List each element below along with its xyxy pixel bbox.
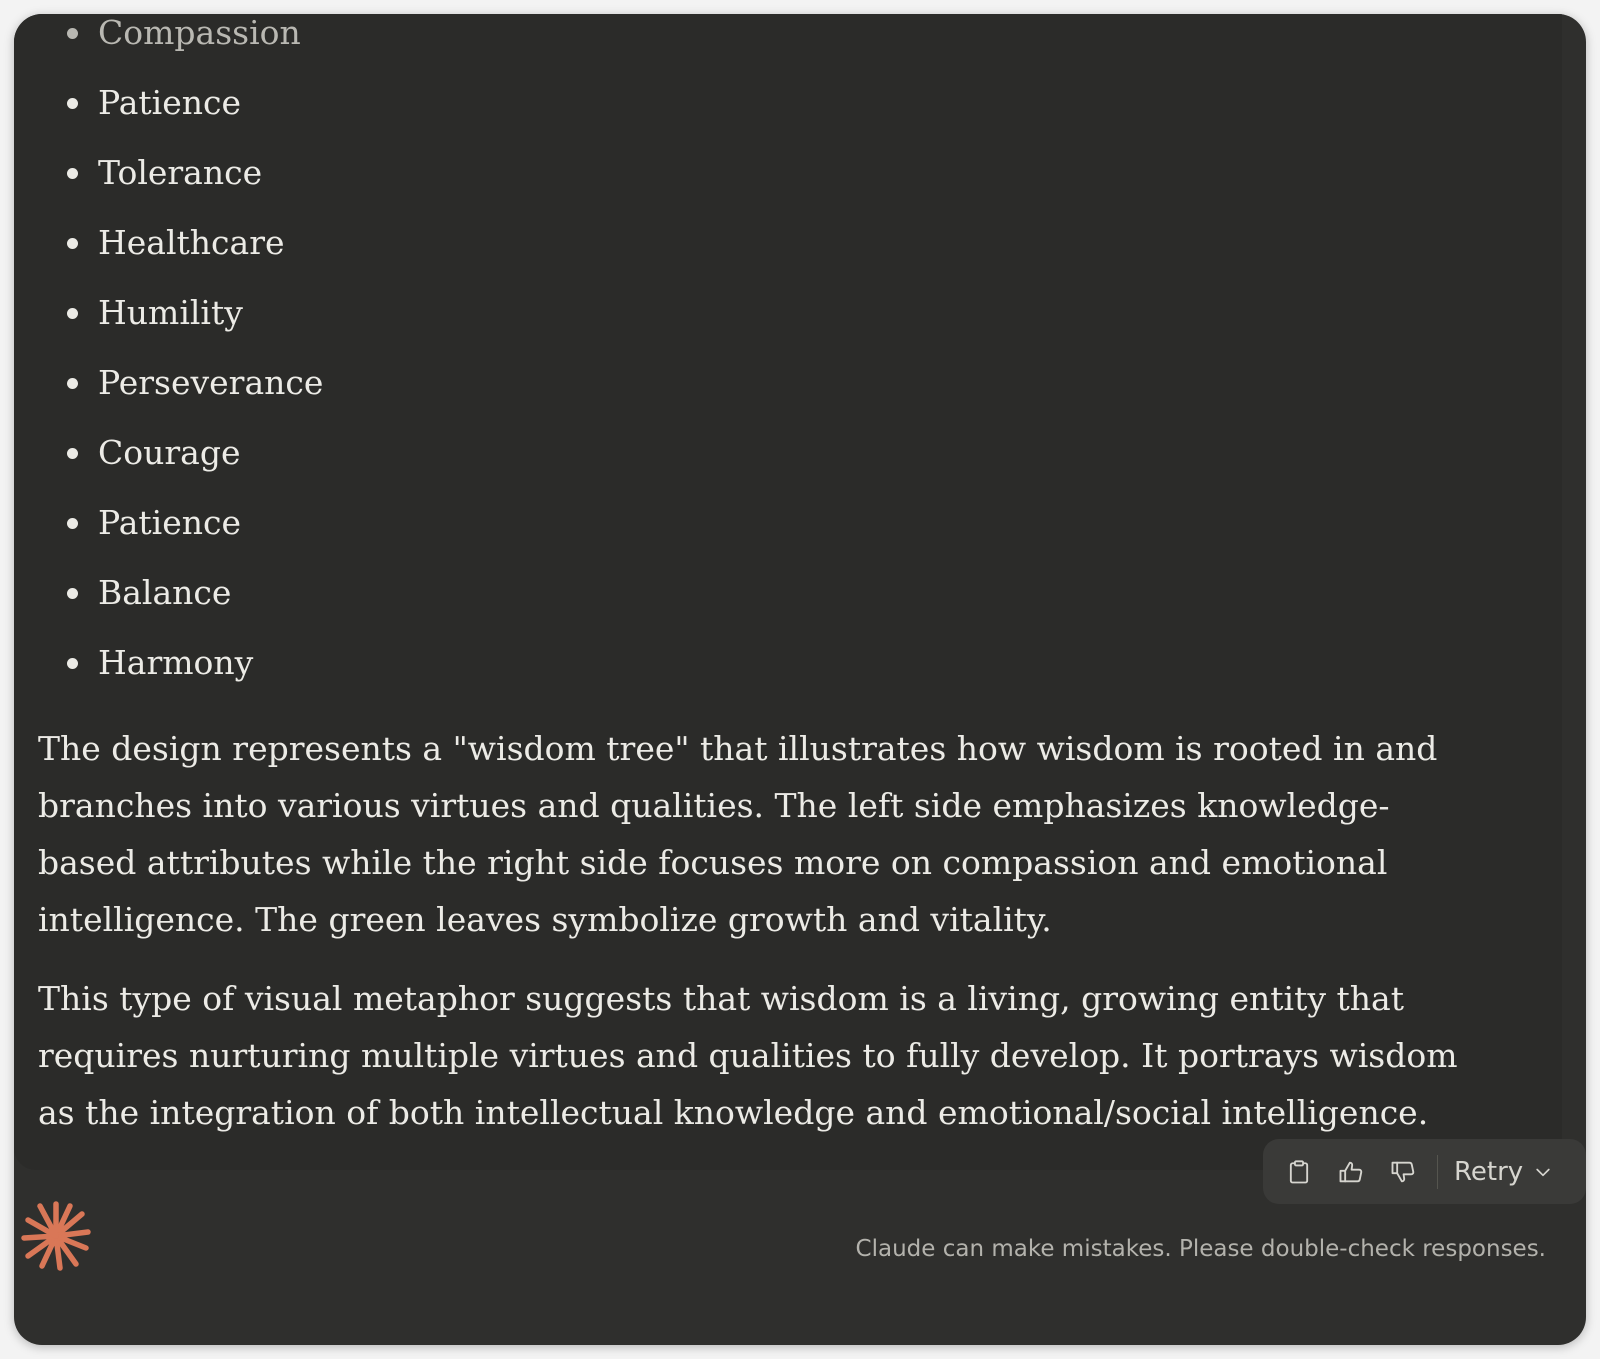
list-item bbox=[14, 74, 323, 144]
thumbs-up-button[interactable] bbox=[1325, 1148, 1377, 1196]
action-divider bbox=[1437, 1155, 1438, 1189]
list-item bbox=[14, 494, 323, 564]
list-item-text: Perseverance bbox=[98, 363, 324, 402]
chevron-down-icon bbox=[1533, 1162, 1553, 1182]
list-item-text: Courage bbox=[98, 433, 241, 472]
bullet bbox=[67, 168, 78, 179]
list-item bbox=[14, 564, 323, 634]
message-paragraph: This type of visual metaphor suggests that wisdom is a living, growing entity that requires nurturing multiple virtues and qualities to fully develop. It portrays wisdom as the integration of both intellectual knowledge and emotional/social intelligence. bbox=[38, 979, 1458, 1132]
bullet bbox=[67, 658, 78, 669]
bullet bbox=[67, 588, 78, 599]
list-item-text: Patience bbox=[98, 83, 242, 122]
thumbs-up-icon bbox=[1337, 1158, 1365, 1186]
list-item bbox=[14, 354, 323, 424]
assistant-message bbox=[14, 14, 1562, 1170]
list-item bbox=[14, 214, 323, 284]
copy-button[interactable] bbox=[1273, 1148, 1325, 1196]
list-item-text: Healthcare bbox=[98, 223, 285, 262]
bullet bbox=[67, 448, 78, 459]
message-action-bar bbox=[1263, 1139, 1586, 1204]
bullet bbox=[67, 98, 78, 109]
list-item-text: Harmony bbox=[98, 643, 254, 682]
message-paragraph: The design represents a "wisdom tree" that illustrates how wisdom is rooted in and branches into various virtues and qualities. The left side emphasizes knowledge-based attributes while the right side focuses more on compassion and emotional intelligence. The green leaves symbolize growth and vitality. bbox=[38, 729, 1438, 939]
retry-label: Retry bbox=[1454, 1156, 1524, 1187]
list-item bbox=[14, 144, 323, 214]
bullet bbox=[67, 518, 78, 529]
bullet bbox=[67, 28, 78, 39]
retry-button[interactable] bbox=[1448, 1157, 1559, 1187]
clipboard-icon bbox=[1285, 1158, 1313, 1186]
list-item-text: Balance bbox=[98, 573, 232, 612]
list-item-text: Patience bbox=[98, 503, 242, 542]
chat-window bbox=[14, 14, 1586, 1345]
bullet bbox=[67, 308, 78, 319]
thumbs-down-icon bbox=[1389, 1158, 1417, 1186]
list-item-text: Humility bbox=[98, 293, 243, 332]
bullet bbox=[67, 238, 78, 249]
list-item-text: Compassion bbox=[98, 14, 301, 52]
disclaimer-text: Claude can make mistakes. Please double-check responses. bbox=[855, 1236, 1546, 1262]
list-item bbox=[14, 284, 323, 354]
thumbs-down-button[interactable] bbox=[1377, 1148, 1429, 1196]
bullet bbox=[67, 378, 78, 389]
claude-logo-icon bbox=[20, 1200, 92, 1272]
virtue-list bbox=[14, 14, 323, 704]
list-item bbox=[14, 424, 323, 494]
list-item-text: Tolerance bbox=[98, 153, 263, 192]
list-item bbox=[14, 634, 323, 704]
list-item bbox=[14, 14, 323, 74]
